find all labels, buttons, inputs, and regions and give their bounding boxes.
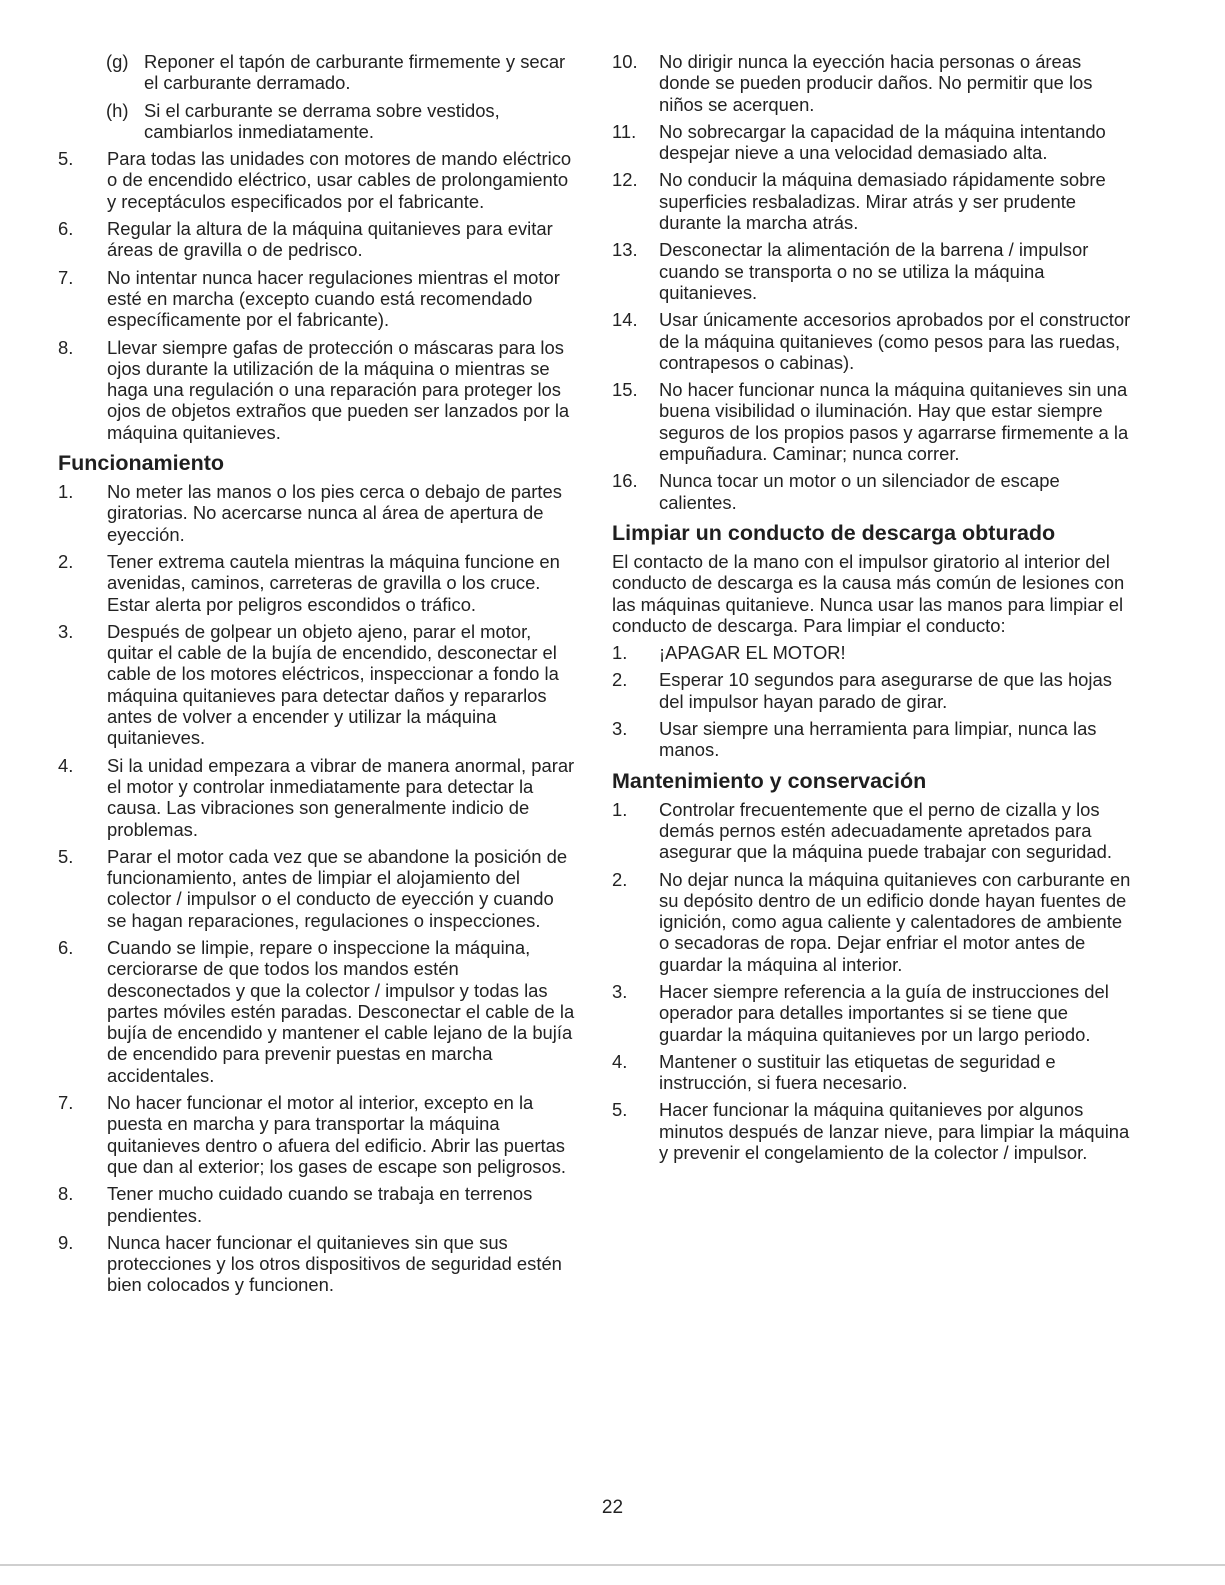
list-item bbox=[612, 239, 1132, 303]
item-number: 4. bbox=[58, 754, 74, 776]
item-number: 4. bbox=[612, 1050, 628, 1072]
item-text: Si el carburante se derrama sobre vestidos, cambiarlos inmediatamente. bbox=[144, 99, 500, 142]
item-text: No intentar nunca hacer regulaciones mientras el motor esté en marcha (excepto cuando está recomendado específicamente por el fabricante). bbox=[107, 266, 560, 331]
item-text: Usar siempre una herramienta para limpiar, nunca las manos. bbox=[659, 718, 1097, 761]
list-item bbox=[612, 669, 1132, 712]
item-number: 7. bbox=[58, 1092, 74, 1114]
item-text: Mantener o sustituir las etiquetas de seguridad e instrucción, si fuera necesario. bbox=[659, 1050, 1056, 1094]
item-number: (h) bbox=[106, 99, 129, 121]
item-number: 1. bbox=[612, 642, 628, 664]
list-item bbox=[612, 121, 1132, 164]
item-number: 11. bbox=[612, 120, 637, 142]
list-item bbox=[58, 337, 578, 443]
item-number: 5. bbox=[58, 148, 74, 170]
bottom-divider bbox=[0, 1564, 1225, 1566]
list-item bbox=[612, 1051, 1132, 1094]
list-item bbox=[612, 169, 1132, 233]
item-text: No dirigir nunca la eyección hacia personas o áreas donde se pueden producir daños. No permitir que los niños se acerquen. bbox=[659, 51, 1093, 115]
item-text: No dejar nunca la máquina quitanieves con carburante en su depósito dentro de un edificio donde hayan fuentes de ignición, como agua caliente y calentadores de ambiente o secadoras de ropa. Dejar enfriar el motor antes de guardar la máquina al interior. bbox=[659, 868, 1131, 975]
item-number: 1. bbox=[612, 798, 628, 820]
list-item bbox=[58, 621, 578, 749]
item-number: 2. bbox=[612, 868, 628, 890]
list-item bbox=[58, 481, 578, 545]
list-item bbox=[612, 379, 1132, 464]
item-number: 2. bbox=[58, 550, 74, 572]
item-number: 8. bbox=[58, 1183, 74, 1205]
item-text: Parar el motor cada vez que se abandone la posición de funcionamiento, antes de limpiar el alojamiento del colector / impulsor o el conducto de eyección y cuando se hagan reparaciones, regulaciones o inspecciones. bbox=[107, 845, 568, 931]
list-item bbox=[612, 642, 1132, 663]
item-number: 15. bbox=[612, 379, 638, 401]
item-number: 1. bbox=[58, 481, 74, 503]
item-text: Desconectar la alimentación de la barrena / impulsor cuando se transporta o no se utiliza la máquina quitanieves. bbox=[659, 239, 1089, 303]
list-item bbox=[612, 470, 1132, 513]
item-number: 3. bbox=[612, 718, 628, 740]
item-text: No hacer funcionar el motor al interior, excepto en la puesta en marcha y para transportar la máquina quitanieves dentro o afuera del edificio. Abrir las puertas que dan al exterior; los gases de escape son peligrosos. bbox=[107, 1092, 567, 1177]
chute-intro-paragraph: El contacto de la mano con el impulsor giratorio al interior del conducto de descarga es la causa más común de lesiones con las máquinas quitanieve. Nunca usar las manos para limpiar el conducto de descarga. Para limpiar el conducto: bbox=[612, 550, 1125, 636]
item-number: (g) bbox=[106, 51, 129, 72]
section-heading-chute: Limpiar un conducto de descarga obturado bbox=[612, 520, 1056, 545]
item-text: No hacer funcionar nunca la máquina quitanieves sin una buena visibilidad o iluminación. Hay que estar siempre seguros de los propios pasos y agarrarse firmemente a la empuñadura. Caminar; nunca correr. bbox=[659, 379, 1129, 465]
list-item bbox=[612, 981, 1132, 1045]
item-text: Reponer el tapón de carburante firmemente y secar el carburante derramado. bbox=[144, 51, 566, 94]
list-item bbox=[58, 267, 578, 331]
item-text: Tener extrema cautela mientras la máquina funcione en avenidas, caminos, carreteras de gravilla o los cruce. Estar alerta por peligros escondidos o tráfico. bbox=[107, 550, 560, 615]
list-item bbox=[58, 51, 578, 94]
item-text: No conducir la máquina demasiado rápidamente sobre superficies resbaladizas. Mirar atrás y ser prudente durante la marcha atrás. bbox=[659, 169, 1106, 234]
item-text: Hacer funcionar la máquina quitanieves por algunos minutos después de lanzar nieve, para limpiar la máquina y prevenir el congelamiento de la colector / impulsor. bbox=[659, 1099, 1130, 1164]
item-number: 8. bbox=[58, 336, 74, 358]
item-number: 14. bbox=[612, 309, 638, 331]
item-number: 12. bbox=[612, 169, 638, 191]
item-text: Usar únicamente accesorios aprobados por el constructor de la máquina quitanieves (como pesos para las ruedas, contrapesos o cabinas). bbox=[659, 309, 1131, 373]
list-item bbox=[58, 551, 578, 615]
section-heading-operation: Funcionamiento bbox=[58, 451, 225, 476]
list-item bbox=[612, 309, 1132, 373]
item-number: 6. bbox=[58, 936, 74, 958]
item-number: 3. bbox=[612, 980, 628, 1002]
item-text: No meter las manos o los pies cerca o debajo de partes giratorias. No acercarse nunca al área de apertura de eyección. bbox=[107, 481, 562, 545]
item-text: No sobrecargar la capacidad de la máquina intentando despejar nieve a una velocidad demasiado alta. bbox=[659, 120, 1106, 164]
section-heading-maintenance: Mantenimiento y conservación bbox=[612, 768, 927, 793]
list-item bbox=[58, 937, 578, 1086]
page-number: 22 bbox=[601, 1497, 624, 1518]
item-number: 2. bbox=[612, 669, 628, 691]
list-item bbox=[612, 869, 1132, 975]
item-text: Después de golpear un objeto ajeno, parar el motor, quitar el cable de la bujía de encendido, desconectar el cable de los motores eléctricos, inspeccionar a fondo la máquina quitanieves para detectar daños y repararlos antes de volver a encender y utilizar la máquina quitanieves. bbox=[107, 620, 559, 749]
list-item bbox=[58, 755, 578, 840]
item-number: 5. bbox=[58, 845, 74, 867]
list-item bbox=[612, 799, 1132, 863]
item-number: 5. bbox=[612, 1099, 628, 1121]
left-column bbox=[58, 51, 578, 1302]
list-item bbox=[58, 218, 578, 261]
list-item bbox=[58, 846, 578, 931]
item-text: Nunca tocar un motor o un silenciador de escape calientes. bbox=[659, 470, 1060, 513]
list-item bbox=[58, 100, 578, 143]
right-column bbox=[612, 51, 1132, 1169]
item-number: 10. bbox=[612, 51, 638, 72]
item-number: 13. bbox=[612, 239, 638, 261]
list-item bbox=[58, 1232, 578, 1296]
item-text: Nunca hacer funcionar el quitanieves sin que sus protecciones y los otros dispositivos de seguridad estén bien colocados y funcionen. bbox=[107, 1231, 562, 1296]
item-number: 16. bbox=[612, 470, 638, 492]
list-item bbox=[58, 1092, 578, 1177]
item-text: ¡APAGAR EL MOTOR! bbox=[659, 642, 846, 664]
item-number: 7. bbox=[58, 266, 74, 288]
item-text: Llevar siempre gafas de protección o máscaras para los ojos durante la utilización de la máquina o mientras se haga una regulación o una reparación para proteger los ojos de objetos extraños que pueden ser lanzados por la máquina quitanieves. bbox=[107, 336, 570, 443]
item-text: Si la unidad empezara a vibrar de manera anormal, parar el motor y controlar inmediatamente para detectar la causa. Las vibraciones son generalmente indicio de problemas. bbox=[107, 754, 575, 840]
list-item bbox=[612, 1099, 1132, 1163]
list-item bbox=[612, 718, 1132, 761]
item-number: 3. bbox=[58, 620, 74, 642]
item-text: Controlar frecuentemente que el perno de cizalla y los demás pernos estén adecuadamente apretados para asegurar que la máquina puede trabajar con seguridad. bbox=[659, 798, 1112, 863]
item-text: Cuando se limpie, repare o inspeccione la máquina, cerciorarse de que todos los mandos estén desconectados y que la colector / impulsor y todas las partes móviles estén paradas. Desconectar el cable de la bujía de encendido y mantener el cable lejano de la bujía de encendido para prevenir puestas en marcha accidentales. bbox=[107, 936, 575, 1086]
item-text: Esperar 10 segundos para asegurarse de que las hojas del impulsor hayan parado de girar. bbox=[659, 669, 1112, 712]
list-item bbox=[58, 148, 578, 212]
list-item bbox=[612, 51, 1132, 115]
item-text: Regular la altura de la máquina quitanieves para evitar áreas de gravilla o de pedrisco. bbox=[107, 218, 553, 261]
list-item bbox=[58, 1183, 578, 1226]
item-text: Para todas las unidades con motores de mando eléctrico o de encendido eléctrico, usar cables de prolongamiento y receptáculos especificados por el fabricante. bbox=[107, 148, 572, 212]
item-text: Tener mucho cuidado cuando se trabaja en terrenos pendientes. bbox=[107, 1183, 533, 1226]
item-number: 6. bbox=[58, 218, 74, 240]
item-number: 9. bbox=[58, 1231, 74, 1253]
item-text: Hacer siempre referencia a la guía de instrucciones del operador para detalles importantes si se tiene que guardar la máquina quitanieves por un largo periodo. bbox=[659, 980, 1109, 1045]
